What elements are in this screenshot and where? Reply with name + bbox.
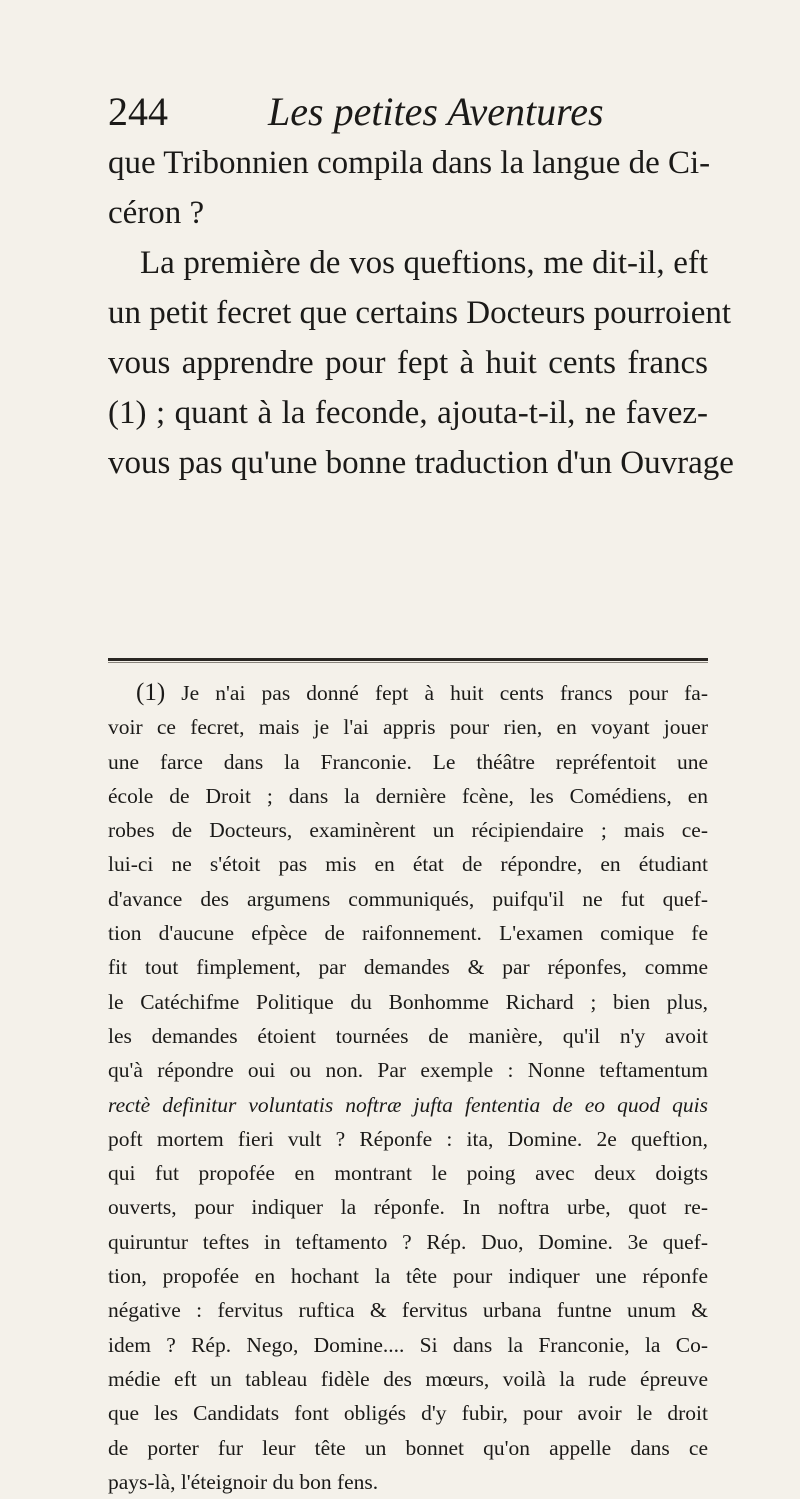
footnote-line: une farce dans la Franconie. Le théâtre repréfentoit une bbox=[108, 749, 708, 774]
footnote bbox=[108, 676, 708, 1499]
footnote-separator-thin bbox=[108, 662, 708, 663]
footnote-line: tion, propofée en hochant la tête pour indiquer une réponfe bbox=[108, 1264, 708, 1289]
footnote-line: pays-là, l'éteignoir du bon fens. bbox=[108, 1469, 379, 1494]
footnote-line: poft mortem fieri vult ? Réponfe : ita, Domine. 2e queftion, bbox=[108, 1126, 708, 1151]
page-number: 244 bbox=[108, 89, 168, 134]
main-text-line: La première de vos queftions, me dit-il, eft bbox=[140, 245, 708, 281]
footnote-marker: (1) bbox=[136, 679, 166, 706]
footnote-line: médie eft un tableau fidèle des mœurs, voilà la rude épreuve bbox=[108, 1366, 708, 1391]
footnote-line: tion d'aucune efpèce de raifonnement. L'examen comique fe bbox=[108, 921, 708, 946]
footnote-line: que les Candidats font obligés d'y fubir, pour avoir le droit bbox=[108, 1401, 708, 1426]
footnote-line: école de Droit ; dans la dernière fcène, les Comédiens, en bbox=[108, 783, 708, 808]
footnote-first-line-text: Je n'ai pas donné fept à huit cents francs pour fa- bbox=[181, 681, 708, 705]
footnote-line: ouverts, pour indiquer la réponfe. In noftra urbe, quot re- bbox=[108, 1195, 708, 1220]
footnote-line: le Catéchifme Politique du Bonhomme Richard ; bien plus, bbox=[108, 989, 708, 1014]
footnote-line: voir ce fecret, mais je l'ai appris pour rien, en voyant jouer bbox=[108, 715, 708, 740]
footnote-line: robes de Docteurs, examinèrent un récipiendaire ; mais ce- bbox=[108, 818, 708, 843]
footnote-line bbox=[108, 676, 708, 710]
main-text bbox=[108, 138, 734, 488]
footnote-line: qui fut propofée en montrant le poing avec deux doigts bbox=[108, 1161, 708, 1186]
footnote-line: les demandes étoient tournées de manière, qu'il n'y avoit bbox=[108, 1023, 708, 1048]
footnote-line: lui-ci ne s'étoit pas mis en état de répondre, en étudiant bbox=[108, 852, 708, 877]
footnote-line: de porter fur leur tête un bonnet qu'on appelle dans ce bbox=[108, 1435, 708, 1460]
footnote-separator bbox=[108, 658, 708, 661]
main-text-line: que Tribonnien compila dans la langue de Ci- bbox=[108, 145, 711, 181]
footnote-line: qu'à répondre oui ou non. Par exemple : Nonne teftamentum bbox=[108, 1058, 708, 1083]
main-text-line: un petit fecret que certains Docteurs pourroient bbox=[108, 295, 732, 331]
main-text-line: vous apprendre pour fept à huit cents francs bbox=[108, 345, 708, 381]
footnote-line: rectè definitur voluntatis noftræ jufta fententia de eo quod quis bbox=[108, 1092, 708, 1117]
footnote-line: fit tout fimplement, par demandes & par réponfes, comme bbox=[108, 955, 708, 980]
footnote-line: négative : fervitus ruftica & fervitus urbana funtne unum & bbox=[108, 1298, 708, 1323]
main-text-line: céron ? bbox=[108, 195, 205, 231]
main-text-line: (1) ; quant à la feconde, ajouta-t-il, ne favez- bbox=[108, 395, 708, 431]
footnote-line: d'avance des argumens communiqués, puifqu'il ne fut quef- bbox=[108, 886, 708, 911]
page-header bbox=[108, 89, 708, 142]
footnote-line: idem ? Rép. Nego, Domine.... Si dans la Franconie, la Co- bbox=[108, 1332, 708, 1357]
main-text-line: vous pas qu'une bonne traduction d'un Ouvrage bbox=[108, 445, 734, 481]
footnote-line: quiruntur teftes in teftamento ? Rép. Duo, Domine. 3e quef- bbox=[108, 1229, 708, 1254]
running-title: Les petites Aventures bbox=[268, 89, 604, 134]
